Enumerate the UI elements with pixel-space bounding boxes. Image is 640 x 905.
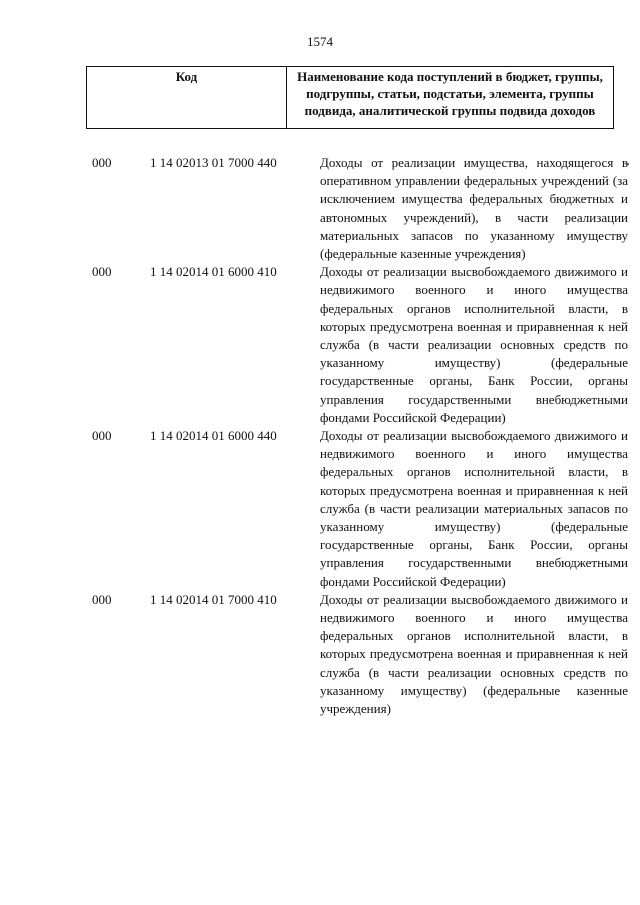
page-number: 1574: [307, 34, 333, 49]
code-description: Доходы от реализации высвобождаемого движимого и недвижимого военного и иного имущества федеральных органов исполнительной власти, в которых предусмотрена военная и приравненная к ней служба (в части реализации основных средств по указанному имуществу) (федеральные казенные учреждения): [320, 591, 628, 717]
table-row: [0, 427, 640, 591]
admin-code: 000: [92, 591, 112, 607]
budget-code: 1 14 02013 01 7000 440: [150, 155, 277, 170]
table-row: [0, 263, 640, 427]
admin-code: 000: [92, 428, 112, 444]
code-list: [0, 154, 640, 718]
admin-code: 000: [92, 155, 112, 170]
table-header: [86, 66, 614, 129]
budget-code: 1 14 02014 01 7000 410: [150, 591, 277, 607]
code-description: Доходы от реализации высвобождаемого движимого и недвижимого военного и иного имущества федеральных органов исполнительной власти, в которых предусмотрена военная и приравненная к ней служба (в части реализации основных средств по указанному имуществу) (федеральные государственные органы, Банк России, органы управления государственными внебюджетными фондами Российской Федерации): [320, 264, 628, 425]
admin-code: 000: [92, 264, 112, 280]
budget-code: 1 14 02014 01 6000 440: [150, 428, 277, 444]
header-name-label: Наименование кода поступлений в бюджет, группы, подгруппы, статьи, подстатьи, элемента, группы подвида, аналитической группы подвида доходов: [297, 69, 603, 118]
header-code-label: Код: [87, 67, 287, 128]
budget-code: 1 14 02014 01 6000 410: [150, 264, 277, 280]
table-row: [0, 154, 640, 263]
table-row: [0, 591, 640, 718]
code-description: Доходы от реализации имущества, находящегося в оперативном управлении федеральных учреждений (за исключением имущества федеральных бюджетных и автономных учреждений), в части реализации материальных запасов по указанному имуществу (федеральные казенные учреждения): [320, 155, 628, 262]
code-description: Доходы от реализации высвобождаемого движимого и недвижимого военного и иного имущества федеральных органов исполнительной власти, в которых предусмотрена военная и приравненная к ней служба (в части реализации материальных запасов по указанному имуществу) (федеральные государственные органы, Банк России, органы управления государственными внебюджетными фондами Российской Федерации): [320, 428, 628, 589]
